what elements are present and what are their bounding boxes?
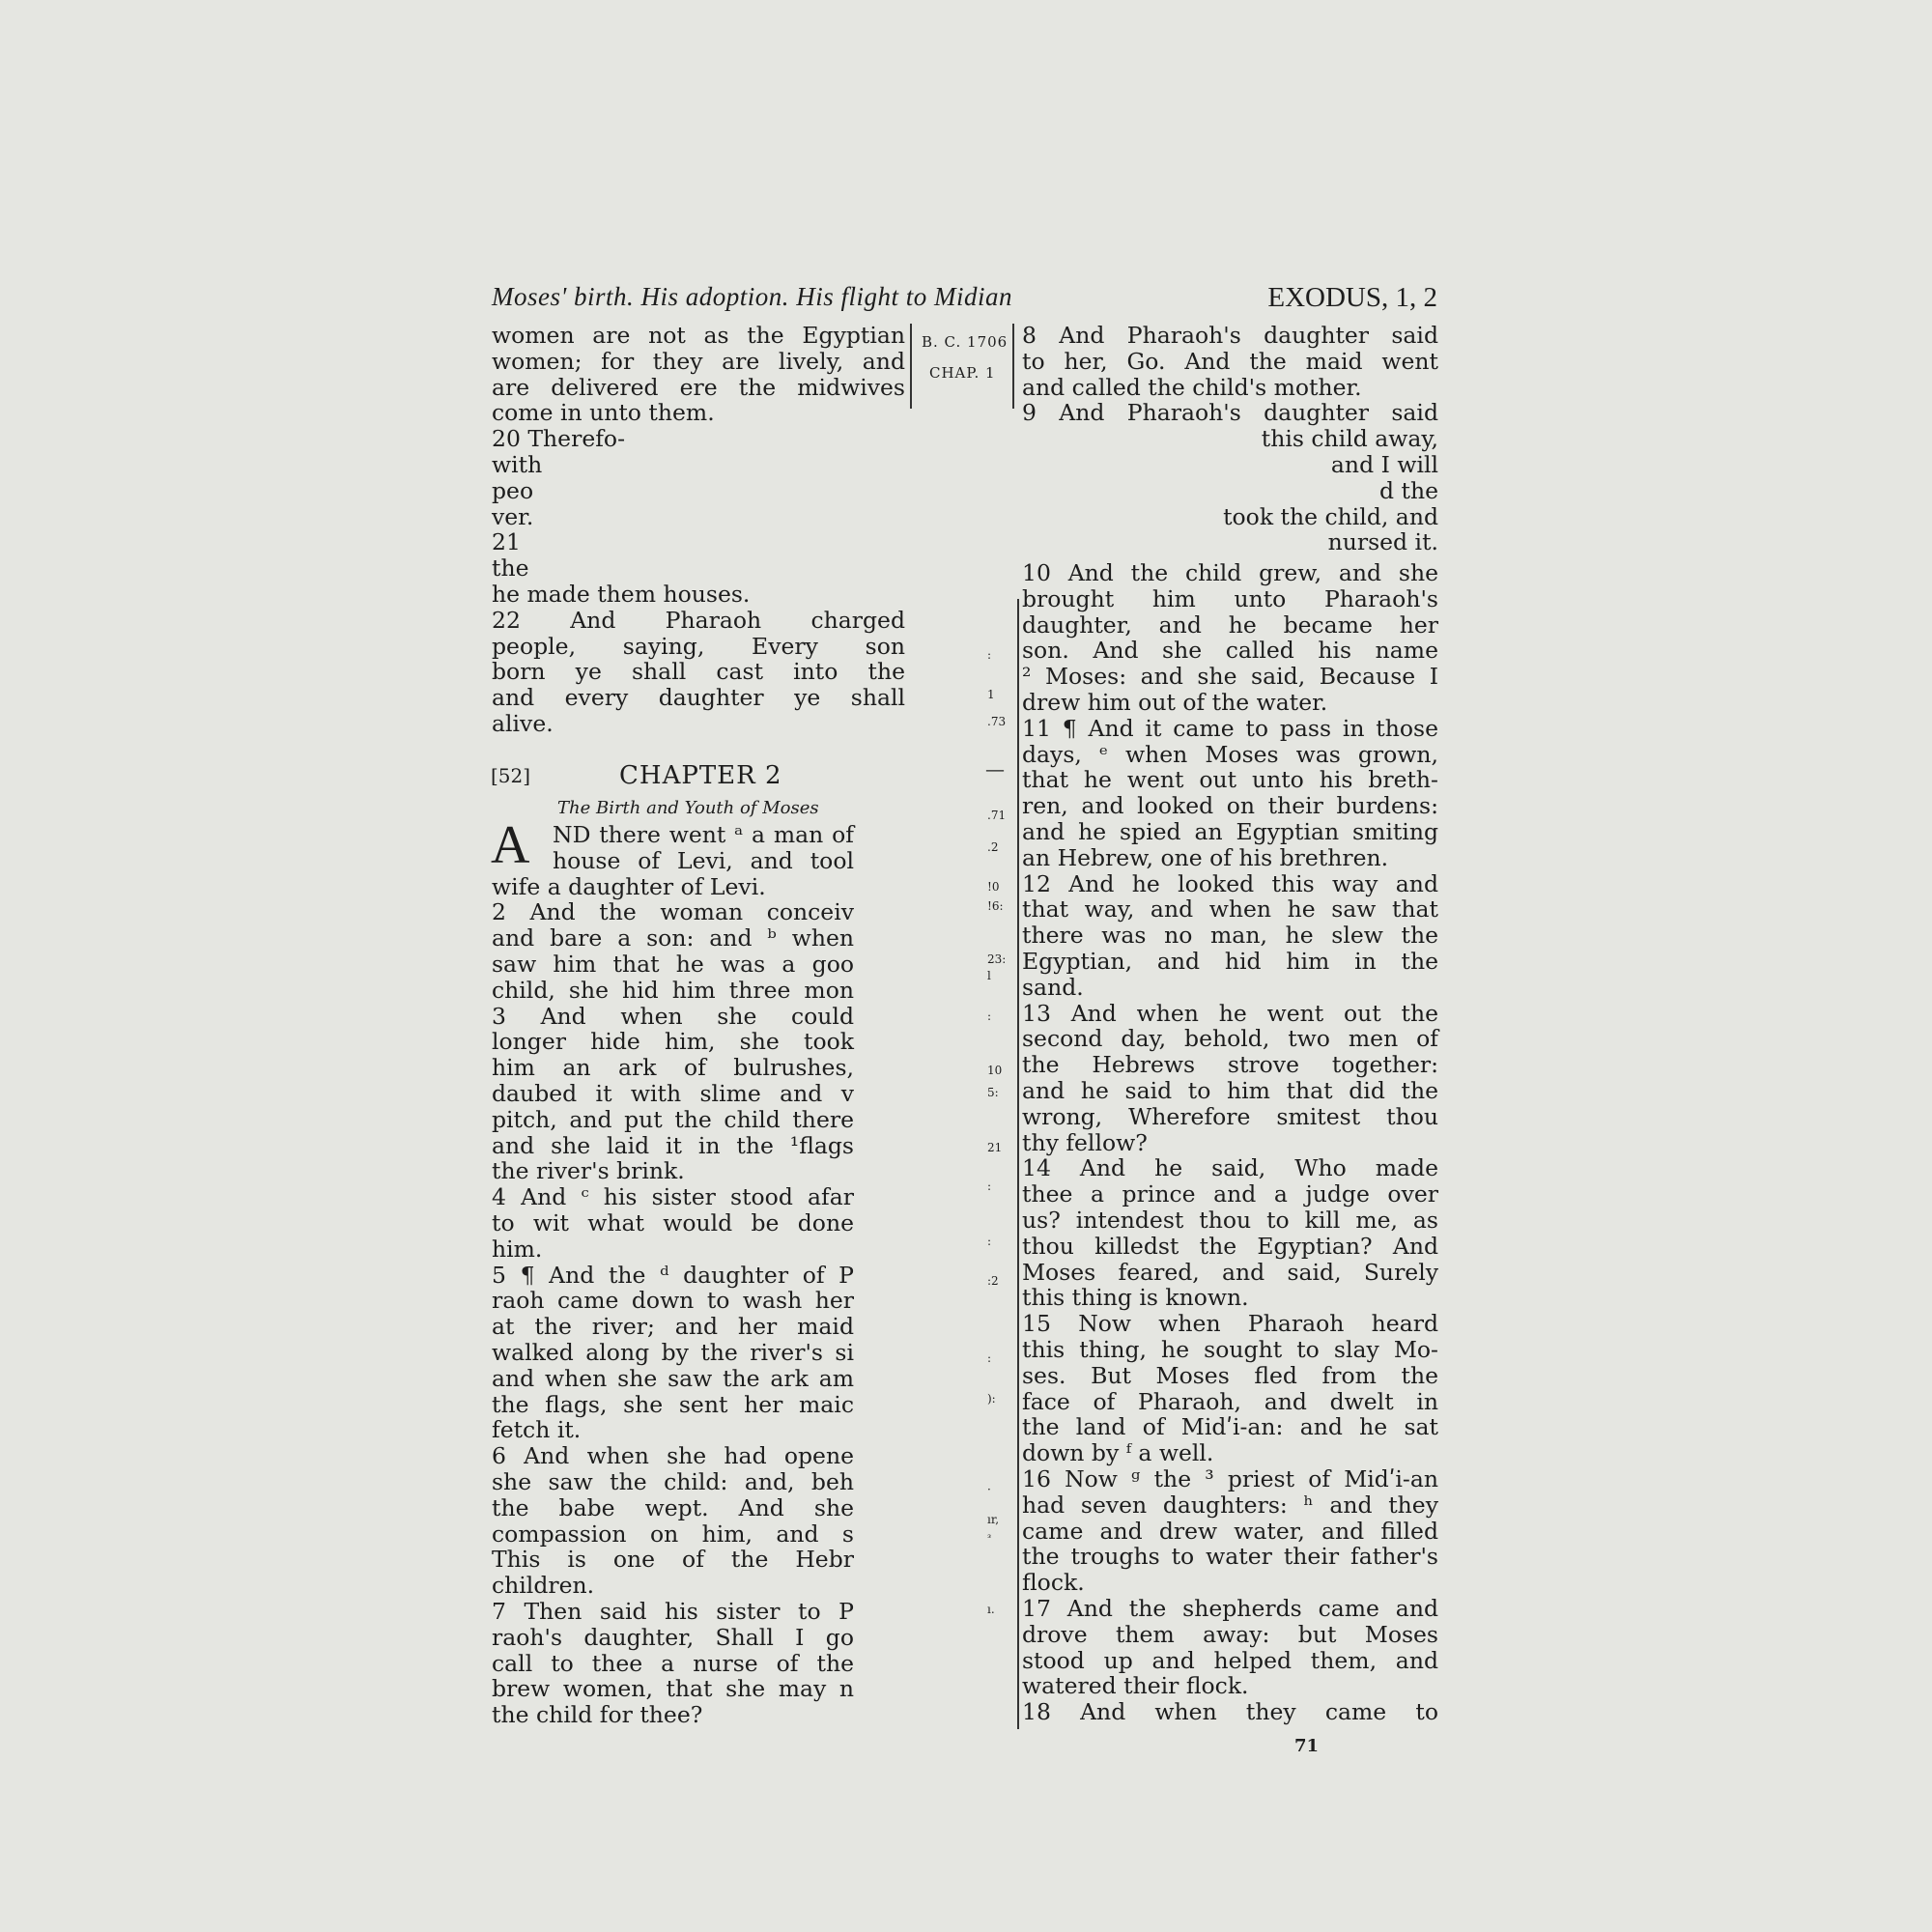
text-line: 20 Therefo‐ xyxy=(492,425,626,453)
margin-reference: :2 xyxy=(987,1274,999,1288)
text-line: brought him unto Pharaoh's xyxy=(1022,584,1438,612)
text-line: 8 And Pharaoh's daughter said xyxy=(1022,322,1438,349)
text-line: son. And she called his name xyxy=(1022,637,1438,665)
text-line: and every daughter ye shall xyxy=(492,684,905,712)
text-line: 9 And Pharaoh's daughter said xyxy=(1022,399,1438,427)
text-line: born ye shall cast into the xyxy=(492,658,905,686)
margin-reference: .73 xyxy=(987,715,1007,728)
text-line: the xyxy=(492,554,529,582)
text-line: 21 xyxy=(492,528,521,556)
text-line: saw him that he was a goo xyxy=(492,951,854,978)
text-line: the land of Midʹi-an: and he sat xyxy=(1022,1413,1438,1441)
text-line: thee a prince and a judge over xyxy=(1022,1180,1438,1208)
margin-chapter: CHAP. 1 xyxy=(929,364,996,382)
margin-reference: : xyxy=(987,1009,992,1023)
column-rule-left xyxy=(910,324,912,409)
text-line: raoh's daughter, Shall I go xyxy=(492,1623,854,1651)
text-line: the child for thee? xyxy=(492,1701,703,1729)
text-line: came and drew water, and filled xyxy=(1022,1517,1438,1545)
margin-reference: 5: xyxy=(987,1086,999,1099)
chapter-heading: CHAPTER 2 xyxy=(619,761,782,790)
text-line: had seven daughters: ʰ and they xyxy=(1022,1491,1438,1519)
text-line: second day, behold, two men of xyxy=(1022,1025,1438,1053)
text-line: and I will xyxy=(1330,451,1438,478)
margin-reference: : xyxy=(987,1351,992,1365)
text-line: days, ᵉ when Moses was grown, xyxy=(1022,740,1438,768)
text-line: an Hebrew, one of his brethren. xyxy=(1022,843,1389,871)
drop-cap: A xyxy=(491,815,530,875)
text-line: are delivered ere the midwives xyxy=(492,373,905,401)
chapter-number: [52] xyxy=(491,764,531,787)
text-line: raoh came down to wash her xyxy=(492,1287,854,1315)
text-line: drove them away: but Moses xyxy=(1022,1620,1438,1648)
margin-reference: .71 xyxy=(987,809,1007,822)
text-line: wrong, Wherefore smitest thou xyxy=(1022,1102,1438,1130)
text-line: she saw the child: and, beh xyxy=(492,1468,854,1495)
page-number: 71 xyxy=(1294,1736,1320,1756)
text-line: brew women, that she may n xyxy=(492,1675,854,1703)
text-line: and she laid it in the ¹flags xyxy=(492,1131,854,1159)
margin-reference: — xyxy=(985,757,1005,781)
text-line: 10 And the child grew, and she xyxy=(1022,559,1438,586)
text-line: and bare a son: and ᵇ when xyxy=(492,924,854,952)
margin-reference: 10 xyxy=(987,1064,1003,1077)
text-line: ses. But Moses fled from the xyxy=(1022,1361,1438,1389)
text-line: to wit what would be done xyxy=(492,1209,854,1236)
text-line: fetch it. xyxy=(492,1416,582,1444)
text-line: women; for they are lively, and xyxy=(492,347,905,375)
text-line: ND there went ᵃ a man of xyxy=(553,821,854,848)
text-line: Moses feared, and said, Surely xyxy=(1022,1258,1438,1286)
margin-reference: !0 xyxy=(987,880,1000,894)
text-line: 3 And when she could xyxy=(492,1002,854,1030)
text-line: that he went out unto his breth- xyxy=(1022,766,1438,794)
margin-reference: .2 xyxy=(987,840,999,854)
margin-reference: : xyxy=(987,648,992,662)
margin-reference: ): xyxy=(987,1392,996,1406)
text-line: Egyptian, and hid him in the xyxy=(1022,948,1438,975)
text-line: us? intendest thou to kill me, as xyxy=(1022,1207,1438,1234)
text-line: 7 Then said his sister to P xyxy=(492,1598,854,1625)
text-line: and he spied an Egyptian smiting xyxy=(1022,818,1438,845)
text-line: people, saying, Every son xyxy=(492,632,905,660)
text-line: ² Moses: and she said, Because I xyxy=(1022,663,1438,691)
text-line: sand. xyxy=(1022,973,1084,1001)
text-line: the troughs to water their father's xyxy=(1022,1543,1438,1571)
text-line: with xyxy=(492,451,543,478)
text-line: he made them houses. xyxy=(492,581,751,608)
text-line: flock. xyxy=(1022,1569,1085,1597)
margin-reference: ᵌ xyxy=(987,1531,992,1545)
text-line: thy fellow? xyxy=(1022,1128,1148,1156)
text-line: 4 And ᶜ his sister stood afar xyxy=(492,1183,854,1211)
text-line: 15 Now when Pharaoh heard xyxy=(1022,1310,1438,1338)
text-line: this child away, xyxy=(1261,425,1438,453)
text-line: 6 And when she had opene xyxy=(492,1442,854,1470)
text-line: child, she hid him three mon xyxy=(492,976,854,1004)
running-title: Moses' birth. His adoption. His flight to Midian xyxy=(492,282,1013,311)
text-line: that way, and when he saw that xyxy=(1022,895,1438,923)
text-line: walked along by the river's si xyxy=(492,1339,854,1366)
text-line: at the river; and her maid xyxy=(492,1313,854,1341)
text-line: down by ᶠ a well. xyxy=(1022,1439,1214,1467)
text-line: wife a daughter of Levi. xyxy=(492,872,766,900)
text-line: him. xyxy=(492,1235,543,1263)
text-line: 18 And when they came to xyxy=(1022,1698,1438,1726)
text-line: call to thee a nurse of the xyxy=(492,1649,854,1677)
text-line: face of Pharaoh, and dwelt in xyxy=(1022,1387,1438,1415)
text-line: daughter, and he became her xyxy=(1022,611,1438,639)
text-line: the Hebrews strove together: xyxy=(1022,1051,1438,1079)
text-line: 12 And he looked this way and xyxy=(1022,869,1438,897)
book-reference: EXODUS, 1, 2 xyxy=(1267,282,1437,313)
chapter-subtitle: The Birth and Youth of Moses xyxy=(557,798,819,818)
margin-reference: · xyxy=(987,1483,991,1496)
text-line: 11 ¶ And it came to pass in those xyxy=(1022,714,1438,742)
text-line: this thing is known. xyxy=(1022,1284,1249,1312)
margin-reference: 21 xyxy=(987,1141,1003,1154)
margin-reference: 23: xyxy=(987,952,1007,966)
margin-date: B. C. 1706 xyxy=(922,333,1009,351)
text-line: him an ark of bulrushes, xyxy=(492,1054,854,1082)
text-line: This is one of the Hebr xyxy=(492,1546,854,1574)
text-line: and when she saw the ark am xyxy=(492,1364,854,1392)
text-line: the flags, she sent her maic xyxy=(492,1390,854,1418)
text-line: pitch, and put the child there xyxy=(492,1105,854,1133)
text-line: stood up and helped them, and xyxy=(1022,1646,1438,1674)
text-line: 13 And when he went out the xyxy=(1022,999,1438,1027)
text-line: 22 And Pharaoh charged xyxy=(492,606,905,634)
text-line: peo xyxy=(492,476,534,504)
margin-reference: ı. xyxy=(987,1603,995,1616)
text-line: to her, Go. And the maid went xyxy=(1022,347,1438,375)
text-line: the river's brink. xyxy=(492,1157,685,1185)
text-line: drew him out of the water. xyxy=(1022,689,1328,716)
text-line: 5 ¶ And the ᵈ daughter of P xyxy=(492,1261,854,1289)
text-line: 16 Now ᵍ the ³ priest of Midʹi-an xyxy=(1022,1465,1438,1492)
text-line: daubed it with slime and v xyxy=(492,1080,854,1107)
text-line: come in unto them. xyxy=(492,399,715,427)
text-line: children. xyxy=(492,1572,595,1600)
margin-reference: : xyxy=(987,1235,992,1248)
text-line: nursed it. xyxy=(1327,528,1438,556)
text-line: 2 And the woman conceiv xyxy=(492,898,854,926)
column-rule-right xyxy=(1017,599,1019,1729)
margin-reference: l xyxy=(987,969,991,982)
text-line: 14 And he said, Who made xyxy=(1022,1154,1438,1182)
text-line: watered their flock. xyxy=(1022,1672,1249,1700)
text-line: and he said to him that did the xyxy=(1022,1077,1438,1104)
text-line: alive. xyxy=(492,710,554,737)
text-line: thou killedst the Egyptian? And xyxy=(1022,1232,1438,1260)
text-line: the babe wept. And she xyxy=(492,1493,854,1521)
text-line: compassion on him, and s xyxy=(492,1520,854,1548)
text-line: and called the child's mother. xyxy=(1022,373,1362,401)
margin-reference: 1 xyxy=(987,688,995,701)
text-line: ren, and looked on their burdens: xyxy=(1022,792,1438,820)
margin-reference: : xyxy=(987,1179,992,1193)
text-line: ver. xyxy=(492,502,534,530)
text-line: 17 And the shepherds came and xyxy=(1022,1595,1438,1622)
text-line: this thing, he sought to slay Mo- xyxy=(1022,1336,1438,1363)
text-line: d the xyxy=(1379,476,1438,504)
column-rule-right-top xyxy=(1012,324,1014,409)
margin-reference: !6: xyxy=(987,899,1004,913)
text-line: longer hide him, she took xyxy=(492,1028,854,1056)
text-line: women are not as the Egyptian xyxy=(492,322,905,349)
text-line: took the child, and xyxy=(1223,502,1438,530)
text-line: house of Levi, and tool xyxy=(553,846,854,874)
text-line: there was no man, he slew the xyxy=(1022,922,1438,950)
margin-reference: ır, xyxy=(987,1513,1000,1526)
